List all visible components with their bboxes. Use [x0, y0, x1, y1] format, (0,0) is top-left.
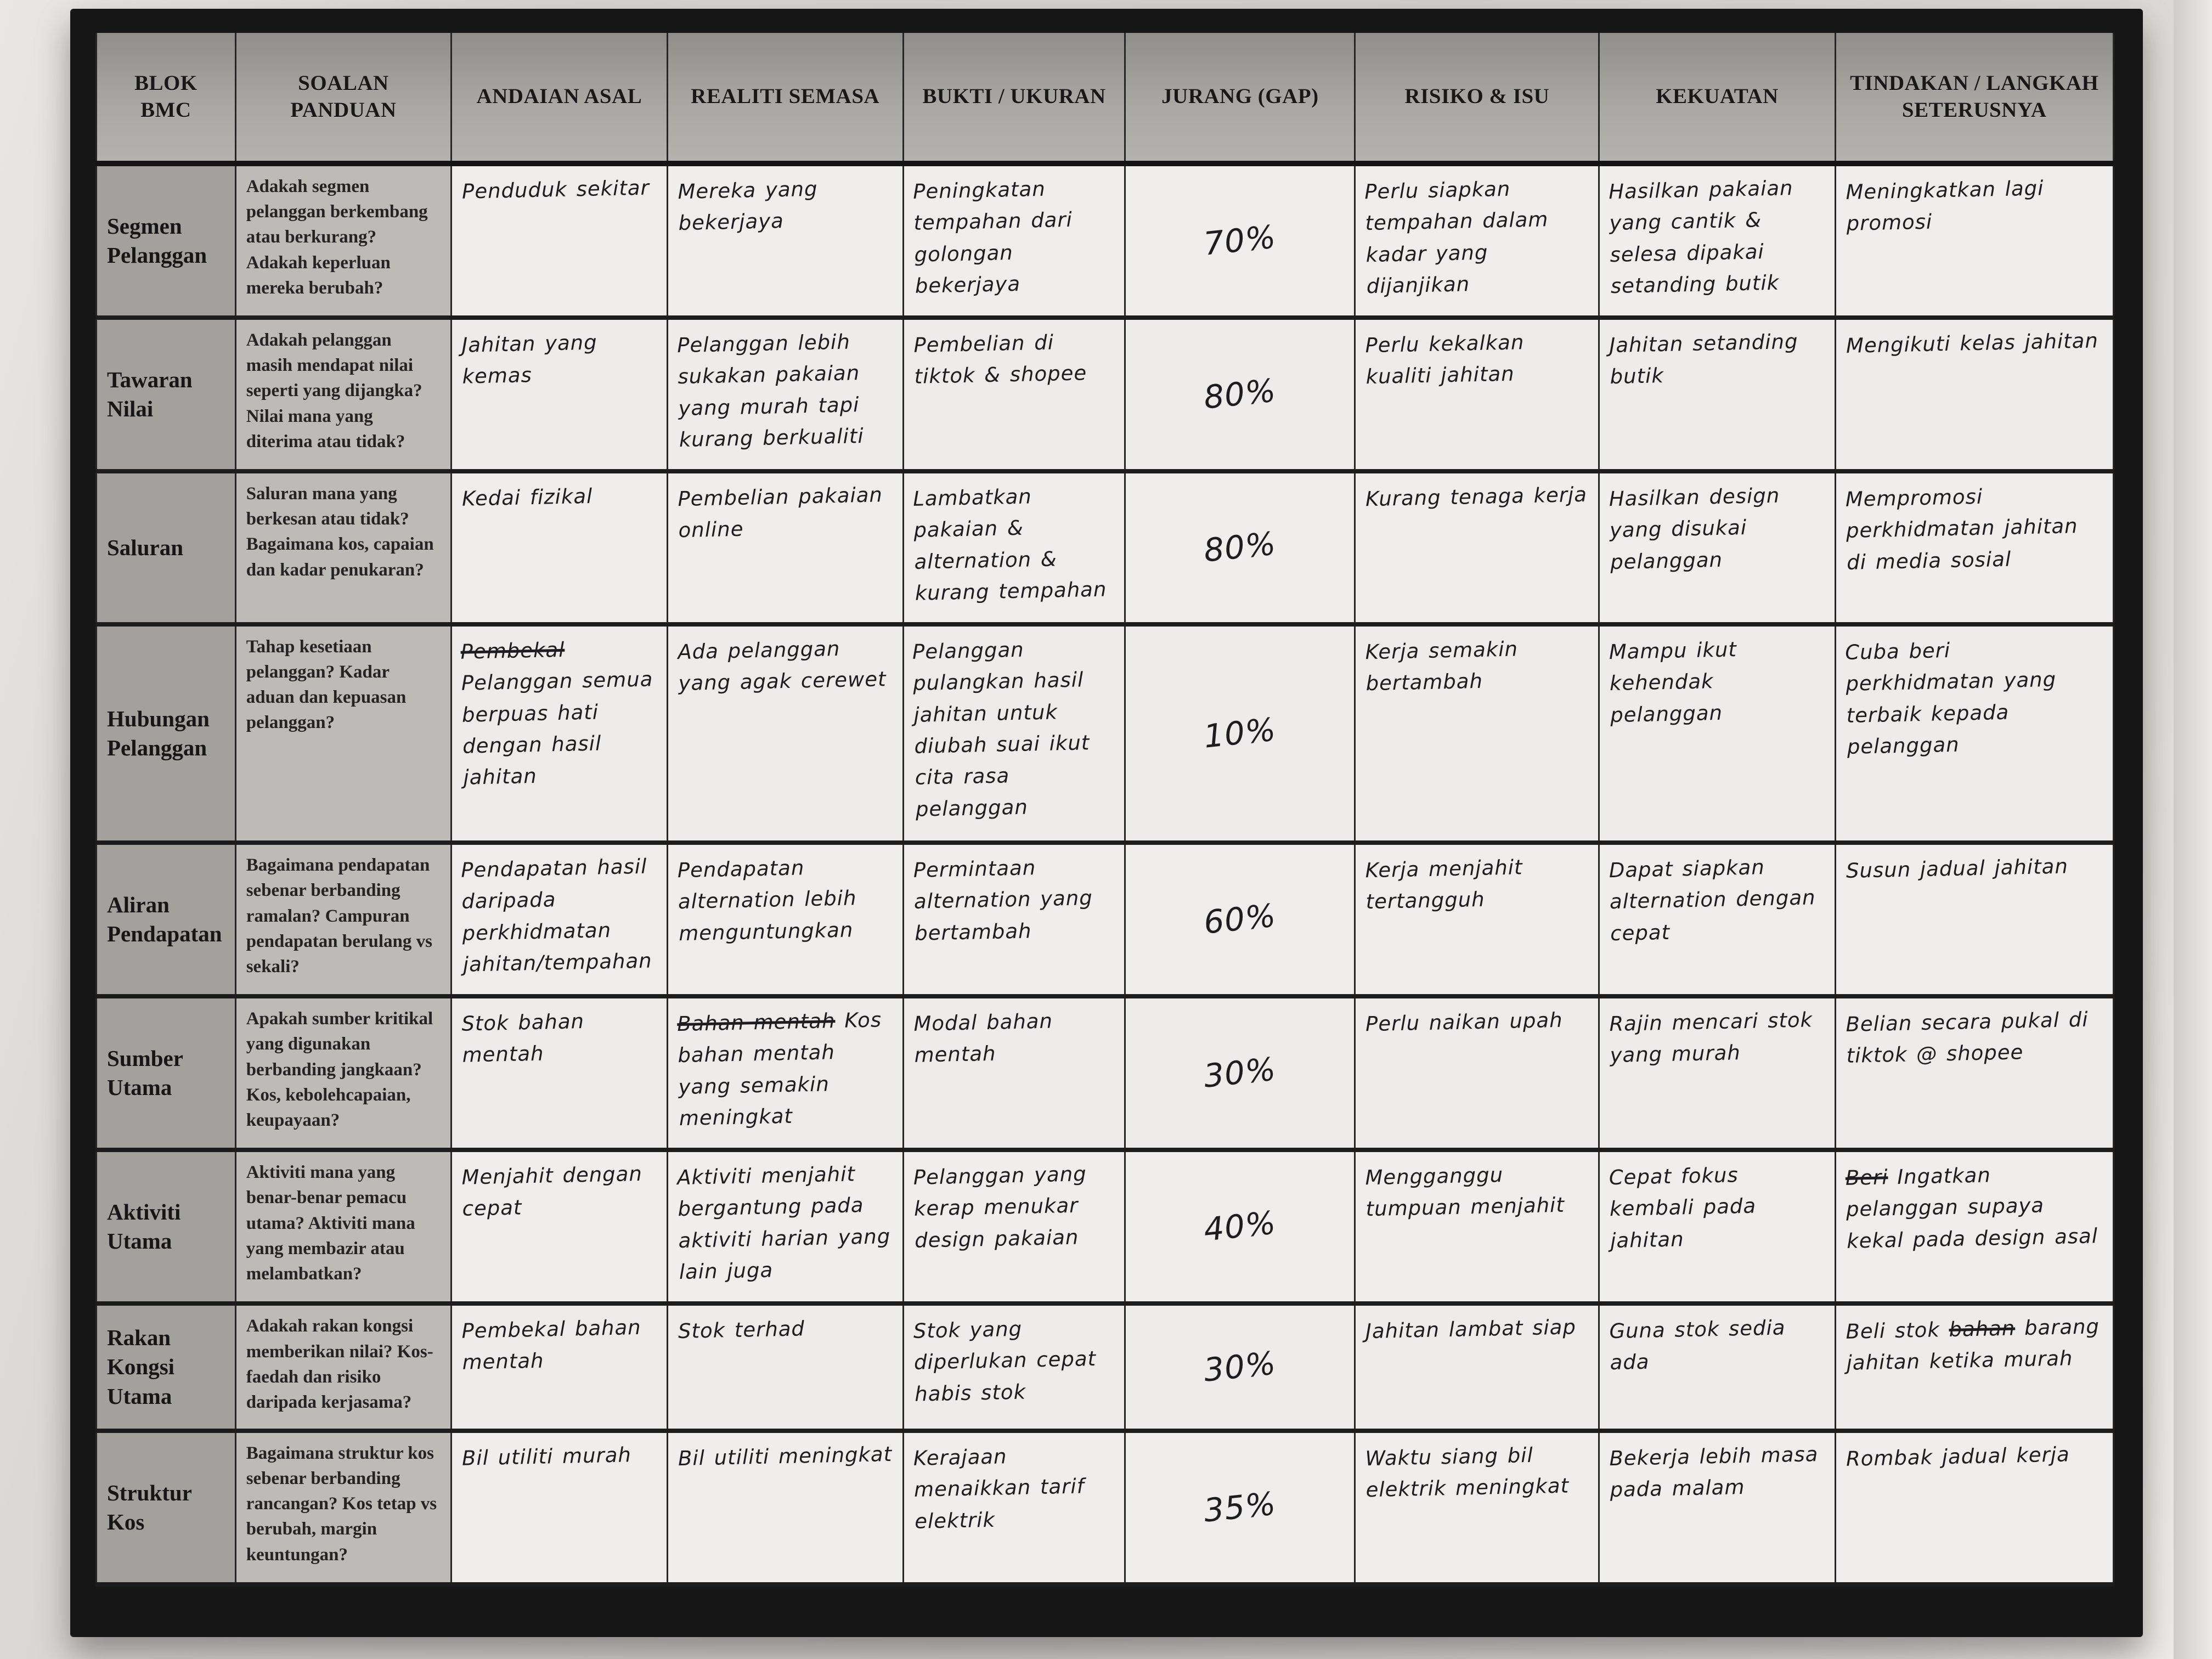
- row-block-label: Sumber Utama: [97, 996, 236, 1150]
- guide-question: Saluran mana yang berkesan atau tidak? Bagaimana kos, capaian dan kadar penukaran?: [235, 471, 451, 624]
- handwritten-text: Pelanggan lebih sukakan pakaian yang murah tapi kurang berkualiti: [676, 330, 864, 452]
- handwritten-andaian-cell: [452, 996, 667, 1150]
- handwritten-bukti-cell: [903, 1431, 1125, 1584]
- guide-question: Aktiviti mana yang benar-benar pemacu utama? Aktiviti mana yang membazir atau melambatkan?: [235, 1150, 451, 1304]
- handwritten-text: Perlu naikan upah: [1365, 1008, 1564, 1036]
- struck-text: Pembekal: [460, 637, 565, 664]
- handwritten-text: Mengganggu tumpuan menjahit: [1365, 1163, 1565, 1221]
- handwritten-tindakan-cell: [1835, 1304, 2113, 1431]
- handwritten-text: Perlu kekalkan kualiti jahitan: [1365, 330, 1525, 389]
- handwritten-risiko-cell: [1355, 1150, 1599, 1304]
- handwritten-realiti-cell: [667, 318, 903, 471]
- handwritten-text: Perlu siapkan tempahan dalam kadar yang dijanjikan: [1364, 177, 1549, 298]
- handwritten-andaian-cell: [452, 471, 667, 624]
- table-row: [97, 624, 2114, 843]
- table-row: [97, 471, 2114, 624]
- handwritten-andaian-cell: [452, 1304, 667, 1431]
- handwritten-text: Jahitan setanding butik: [1609, 329, 1799, 389]
- guide-question: Adakah segmen pelanggan berkembang atau berkurang? Adakah keperluan mereka berubah?: [235, 163, 451, 318]
- column-header: JURANG (GAP): [1125, 33, 1355, 163]
- handwritten-text: Waktu siang bil elektrik meningkat: [1365, 1443, 1570, 1502]
- handwritten-jurang-cell: [1125, 1431, 1355, 1584]
- handwritten-tindakan-cell: [1835, 471, 2113, 624]
- handwritten-text: 60%: [1202, 896, 1278, 941]
- handwritten-text: Pendapatan alternation lebih menguntungkan: [676, 856, 857, 945]
- handwritten-andaian-cell: [452, 1431, 667, 1584]
- row-block-label: Aktiviti Utama: [97, 1150, 236, 1304]
- handwritten-text: Aktiviti menjahit bergantung pada aktiviti harian yang lain juga: [676, 1162, 891, 1284]
- table-row: [97, 1304, 2114, 1431]
- handwritten-kekuatan-cell: [1599, 1150, 1835, 1304]
- handwritten-text: Peningkatan tempahan dari golongan bekerjaya: [912, 177, 1073, 298]
- column-header: RISIKO & ISU: [1355, 33, 1599, 163]
- table-row: [97, 318, 2114, 471]
- handwritten-text: Permintaan alternation yang bertambah: [913, 856, 1093, 945]
- handwritten-text: Bil utiliti murah: [461, 1443, 632, 1470]
- struck-text: bahan: [1948, 1316, 2016, 1342]
- handwritten-tindakan-cell: [1835, 996, 2113, 1150]
- handwritten-text: Cuba beri perkhidmatan yang terbaik kepada pelanggan: [1844, 638, 2057, 759]
- handwritten-text: Meningkatkan lagi promosi: [1845, 176, 2044, 236]
- handwritten-text: Beli stok bahan barang jahitan ketika murah: [1845, 1314, 2100, 1375]
- column-header: TINDAKAN / LANGKAH SETERUSNYA: [1835, 33, 2113, 163]
- struck-text: Bahan mentah: [676, 1009, 836, 1036]
- handwritten-text: Dapat siapkan alternation dengan cepat: [1609, 855, 1816, 945]
- handwritten-realiti-cell: [667, 1150, 903, 1304]
- handwritten-andaian-cell: [452, 843, 667, 996]
- handwritten-risiko-cell: [1355, 624, 1599, 843]
- handwritten-kekuatan-cell: [1599, 163, 1835, 318]
- handwritten-jurang-cell: [1125, 1150, 1355, 1304]
- handwritten-text: Pelanggan yang kerap menukar design pakaian: [913, 1162, 1087, 1252]
- row-block-label: Saluran: [97, 471, 236, 624]
- handwritten-tindakan-cell: [1835, 318, 2113, 471]
- handwritten-text: 35%: [1202, 1485, 1278, 1530]
- handwritten-text: Guna stok sedia ada: [1609, 1316, 1786, 1375]
- handwritten-bukti-cell: [903, 163, 1125, 318]
- handwritten-text: 80%: [1202, 371, 1278, 416]
- handwritten-tindakan-cell: [1835, 843, 2113, 996]
- handwritten-risiko-cell: [1355, 1304, 1599, 1431]
- handwritten-tindakan-cell: [1835, 163, 2113, 318]
- table-row: [97, 1431, 2114, 1584]
- handwritten-text: Rombak jadual kerja: [1846, 1442, 2070, 1471]
- handwritten-kekuatan-cell: [1599, 996, 1835, 1150]
- handwritten-text: Kedai fizikal: [461, 484, 593, 511]
- handwritten-andaian-cell: [452, 318, 667, 471]
- handwritten-text: Hasilkan design yang disukai pelanggan: [1609, 483, 1780, 574]
- handwritten-risiko-cell: [1355, 996, 1599, 1150]
- handwritten-text: Modal bahan mentah: [913, 1009, 1053, 1068]
- handwritten-text: Kerja menjahit tertangguh: [1365, 855, 1523, 914]
- handwritten-text: Mempromosi perkhidmatan jahitan di media sosial: [1844, 484, 2078, 574]
- handwritten-text: Bekerja lebih masa pada malam: [1609, 1442, 1819, 1502]
- handwritten-text: Mereka yang bekerjaya: [677, 177, 818, 235]
- handwritten-tindakan-cell: [1835, 624, 2113, 843]
- column-header: KEKUATAN: [1599, 33, 1835, 163]
- handwritten-text: Hasilkan pakaian yang cantik & selesa dipakai setanding butik: [1609, 176, 1794, 298]
- handwritten-text: Pendapatan hasil daripada perkhidmatan jahitan/tempahan: [460, 854, 653, 977]
- handwritten-text: 40%: [1202, 1204, 1278, 1249]
- handwritten-kekuatan-cell: [1599, 1431, 1835, 1584]
- handwritten-text: Susun jadual jahitan: [1846, 854, 2068, 883]
- handwritten-realiti-cell: [667, 163, 903, 318]
- handwritten-text: Stok yang diperlukan cepat habis stok: [913, 1317, 1097, 1406]
- handwritten-bukti-cell: [903, 318, 1125, 471]
- handwritten-text: Pembelian di tiktok & shopee: [913, 330, 1087, 389]
- handwritten-realiti-cell: [667, 843, 903, 996]
- handwritten-risiko-cell: [1355, 318, 1599, 471]
- handwritten-kekuatan-cell: [1599, 318, 1835, 471]
- struck-text: Beri: [1844, 1165, 1888, 1190]
- table-row: [97, 1150, 2114, 1304]
- guide-question: Adakah pelanggan masih mendapat nilai seperti yang dijangka? Nilai mana yang diterima atau tidak?: [235, 318, 451, 471]
- row-block-label: Segmen Pelanggan: [97, 163, 236, 318]
- handwritten-jurang-cell: [1125, 163, 1355, 318]
- handwritten-kekuatan-cell: [1599, 1304, 1835, 1431]
- bmc-gap-table: [95, 33, 2114, 1587]
- guide-question: Adakah rakan kongsi memberikan nilai? Kos-faedah dan risiko daripada kerjasama?: [235, 1304, 451, 1431]
- column-header: SOALAN PANDUAN: [235, 33, 451, 163]
- handwritten-jurang-cell: [1125, 624, 1355, 843]
- handwritten-kekuatan-cell: [1599, 843, 1835, 996]
- handwritten-jurang-cell: [1125, 1304, 1355, 1431]
- handwritten-jurang-cell: [1125, 471, 1355, 624]
- handwritten-andaian-cell: [452, 624, 667, 843]
- paper-edge: [2174, 0, 2212, 1659]
- handwritten-risiko-cell: [1355, 843, 1599, 996]
- handwritten-bukti-cell: [903, 1150, 1125, 1304]
- row-block-label: Hubungan Pelanggan: [97, 624, 236, 843]
- handwritten-text: Stok bahan mentah: [461, 1009, 585, 1068]
- handwritten-text: 30%: [1202, 1050, 1278, 1096]
- handwritten-bukti-cell: [903, 1304, 1125, 1431]
- handwritten-text: Jahitan yang kemas: [461, 330, 598, 389]
- handwritten-kekuatan-cell: [1599, 471, 1835, 624]
- handwritten-text: Beri Ingatkan pelanggan supaya kekal pada design asal: [1844, 1163, 2098, 1253]
- handwritten-jurang-cell: [1125, 318, 1355, 471]
- handwritten-text: 30%: [1202, 1344, 1278, 1389]
- handwritten-text: Belian secara pukal di tiktok @ shopee: [1845, 1007, 2089, 1068]
- handwritten-jurang-cell: [1125, 843, 1355, 996]
- handwritten-realiti-cell: [667, 471, 903, 624]
- handwritten-andaian-cell: [452, 163, 667, 318]
- guide-question: Apakah sumber kritikal yang digunakan berbanding jangkaan? Kos, kebolehcapaian, keupayaan?: [235, 996, 451, 1150]
- handwritten-realiti-cell: [667, 996, 903, 1150]
- handwritten-bukti-cell: [903, 471, 1125, 624]
- handwritten-text: Mengikuti kelas jahitan: [1846, 329, 2098, 358]
- handwritten-text: Pembelian pakaian online: [677, 483, 883, 543]
- handwritten-text: Pembekal bahan mentah: [461, 1316, 642, 1375]
- row-block-label: Rakan Kongsi Utama: [97, 1304, 236, 1431]
- handwritten-text: Mampu ikut kehendak pelanggan: [1609, 637, 1737, 727]
- row-block-label: Tawaran Nilai: [97, 318, 236, 471]
- handwritten-text: 70%: [1202, 218, 1278, 263]
- document-frame: [70, 9, 2143, 1637]
- row-block-label: Aliran Pendapatan: [97, 843, 236, 996]
- column-header: BLOK BMC: [97, 33, 236, 163]
- handwritten-andaian-cell: [452, 1150, 667, 1304]
- handwritten-text: Lambatkan pakaian & alternation & kurang tempahan: [912, 484, 1107, 605]
- handwritten-bukti-cell: [903, 996, 1125, 1150]
- handwritten-jurang-cell: [1125, 996, 1355, 1150]
- handwritten-risiko-cell: [1355, 1431, 1599, 1584]
- handwritten-text: Menjahit dengan cepat: [461, 1162, 643, 1221]
- handwritten-kekuatan-cell: [1599, 624, 1835, 843]
- handwritten-realiti-cell: [667, 1431, 903, 1584]
- handwritten-text: 10%: [1202, 710, 1278, 755]
- handwritten-realiti-cell: [667, 624, 903, 843]
- handwritten-text: Bil utiliti meningkat: [678, 1442, 893, 1470]
- row-block-label: Struktur Kos: [97, 1431, 236, 1584]
- table-row: [97, 843, 2114, 996]
- handwritten-text: Penduduk sekitar: [461, 176, 650, 204]
- handwritten-text: Jahitan lambat siap: [1365, 1315, 1577, 1344]
- column-header: REALITI SEMASA: [667, 33, 903, 163]
- handwritten-text: Pembekal Pelanggan semua berpuas hati dengan hasil jahitan: [460, 637, 653, 789]
- table-row: [97, 163, 2114, 318]
- handwritten-risiko-cell: [1355, 163, 1599, 318]
- handwritten-text: Stok terhad: [678, 1317, 805, 1344]
- column-header: BUKTI / UKURAN: [903, 33, 1125, 163]
- guide-question: Bagaimana pendapatan sebenar berbanding ramalan? Campuran pendapatan berulang vs sekali?: [235, 843, 451, 996]
- table-row: [97, 996, 2114, 1150]
- handwritten-text: Ada pelanggan yang agak cerewet: [677, 636, 887, 695]
- handwritten-bukti-cell: [903, 624, 1125, 843]
- handwritten-tindakan-cell: [1835, 1150, 2113, 1304]
- handwritten-bukti-cell: [903, 843, 1125, 996]
- handwritten-tindakan-cell: [1835, 1431, 2113, 1584]
- handwritten-text: Kurang tenaga kerja: [1365, 482, 1588, 511]
- guide-question: Tahap kesetiaan pelanggan? Kadar aduan dan kepuasan pelanggan?: [235, 624, 451, 843]
- handwritten-text: Kerja semakin bertambah: [1365, 636, 1519, 696]
- handwritten-text: Cepat fokus kembali pada jahitan: [1609, 1163, 1757, 1253]
- guide-question: Bagaimana struktur kos sebenar berbanding rancangan? Kos tetap vs berubah, margin keuntungan?: [235, 1431, 451, 1584]
- handwritten-risiko-cell: [1355, 471, 1599, 624]
- handwritten-realiti-cell: [667, 1304, 903, 1431]
- handwritten-text: Pelanggan pulangkan hasil jahitan untuk diubah suai ikut cita rasa pelanggan: [912, 637, 1090, 821]
- handwritten-text: 80%: [1202, 524, 1278, 570]
- column-header: ANDAIAN ASAL: [452, 33, 667, 163]
- handwritten-text: Rajin mencari stok yang murah: [1609, 1008, 1813, 1068]
- handwritten-text: Bahan mentah Kos bahan mentah yang semakin meningkat: [676, 1008, 882, 1131]
- handwritten-text: Kerajaan menaikkan tarif elektrik: [913, 1444, 1085, 1533]
- header-row: [97, 33, 2114, 163]
